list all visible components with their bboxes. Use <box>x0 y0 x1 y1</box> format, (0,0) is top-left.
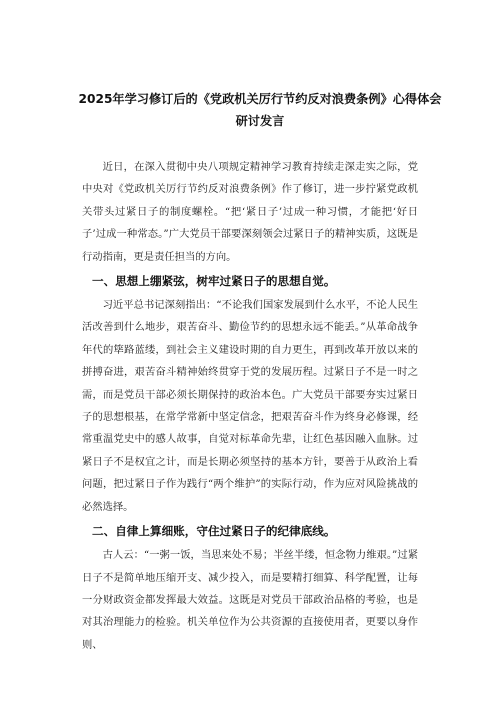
document-body <box>82 156 418 656</box>
section-1-heading: 一、思想上绷紧弦，树牢过紧日子的思想自觉。 <box>92 274 336 289</box>
intro-paragraph: 近日，在深入贯彻中央八项规定精神学习教育持续走深走实之际，党中央对《党政机关厉行节约反对浪费条例》作了修订，进一步拧紧党政机关带头过紧日子的制度螺栓。“把‘紧日子’过成一种习惯，才能把‘好日子’过成一种常态。”广大党员干部要深刻领会过紧日子的精神实质，这既是行动指南，更是责任担当的方向。 <box>82 161 418 263</box>
section-1-paragraph: 习近平总书记深刻指出：“不论我们国家发展到什么水平，不论人民生活改善到什么地步，艰苦奋斗、勤俭节约的思想永远不能丢。”从革命战争年代的筚路蓝缕，到社会主义建设时期的自力更生，再到改革开放以来的拼搏奋进，艰苦奋斗精神始终贯穿于党的发展历程。过紧日子不是一时之需，而是党员干部必须长期保持的政治本色。广大党员干部要夯实过紧日子的思想根基，在常学常新中坚定信念，把艰苦奋斗作为终身必修课，经常重温党史中的感人故事，自觉对标革命先辈，让红色基因融入血脉。过紧日子不是权宜之计，而是长期必须坚持的基本方针，要善于从政治上看问题，把过紧日子作为践行“两个维护”的实际行动，作为应对风险挑战的必然选择。 <box>82 299 418 513</box>
section-2-paragraph: 古人云：“一粥一饭，当思来处不易；半丝半缕，恒念物力维艰。”过紧日子不是简单地压缩开支、减少投入，而是要精打细算、科学配置，让每一分财政资金都发挥最大效益。这既是对党员干部政治品格的考验，也是对其治理能力的检验。机关单位作为公共资源的直接使用者，更要以身作则、 <box>82 549 418 651</box>
document-title <box>60 88 460 132</box>
section-2-heading: 二、自律上算细账，守住过紧日子的纪律底线。 <box>92 524 336 539</box>
title-line-2: 研讨发言 <box>235 114 285 128</box>
title-line-1: 2025年学习修订后的《党政机关厉行节约反对浪费条例》心得体会 <box>78 92 442 106</box>
